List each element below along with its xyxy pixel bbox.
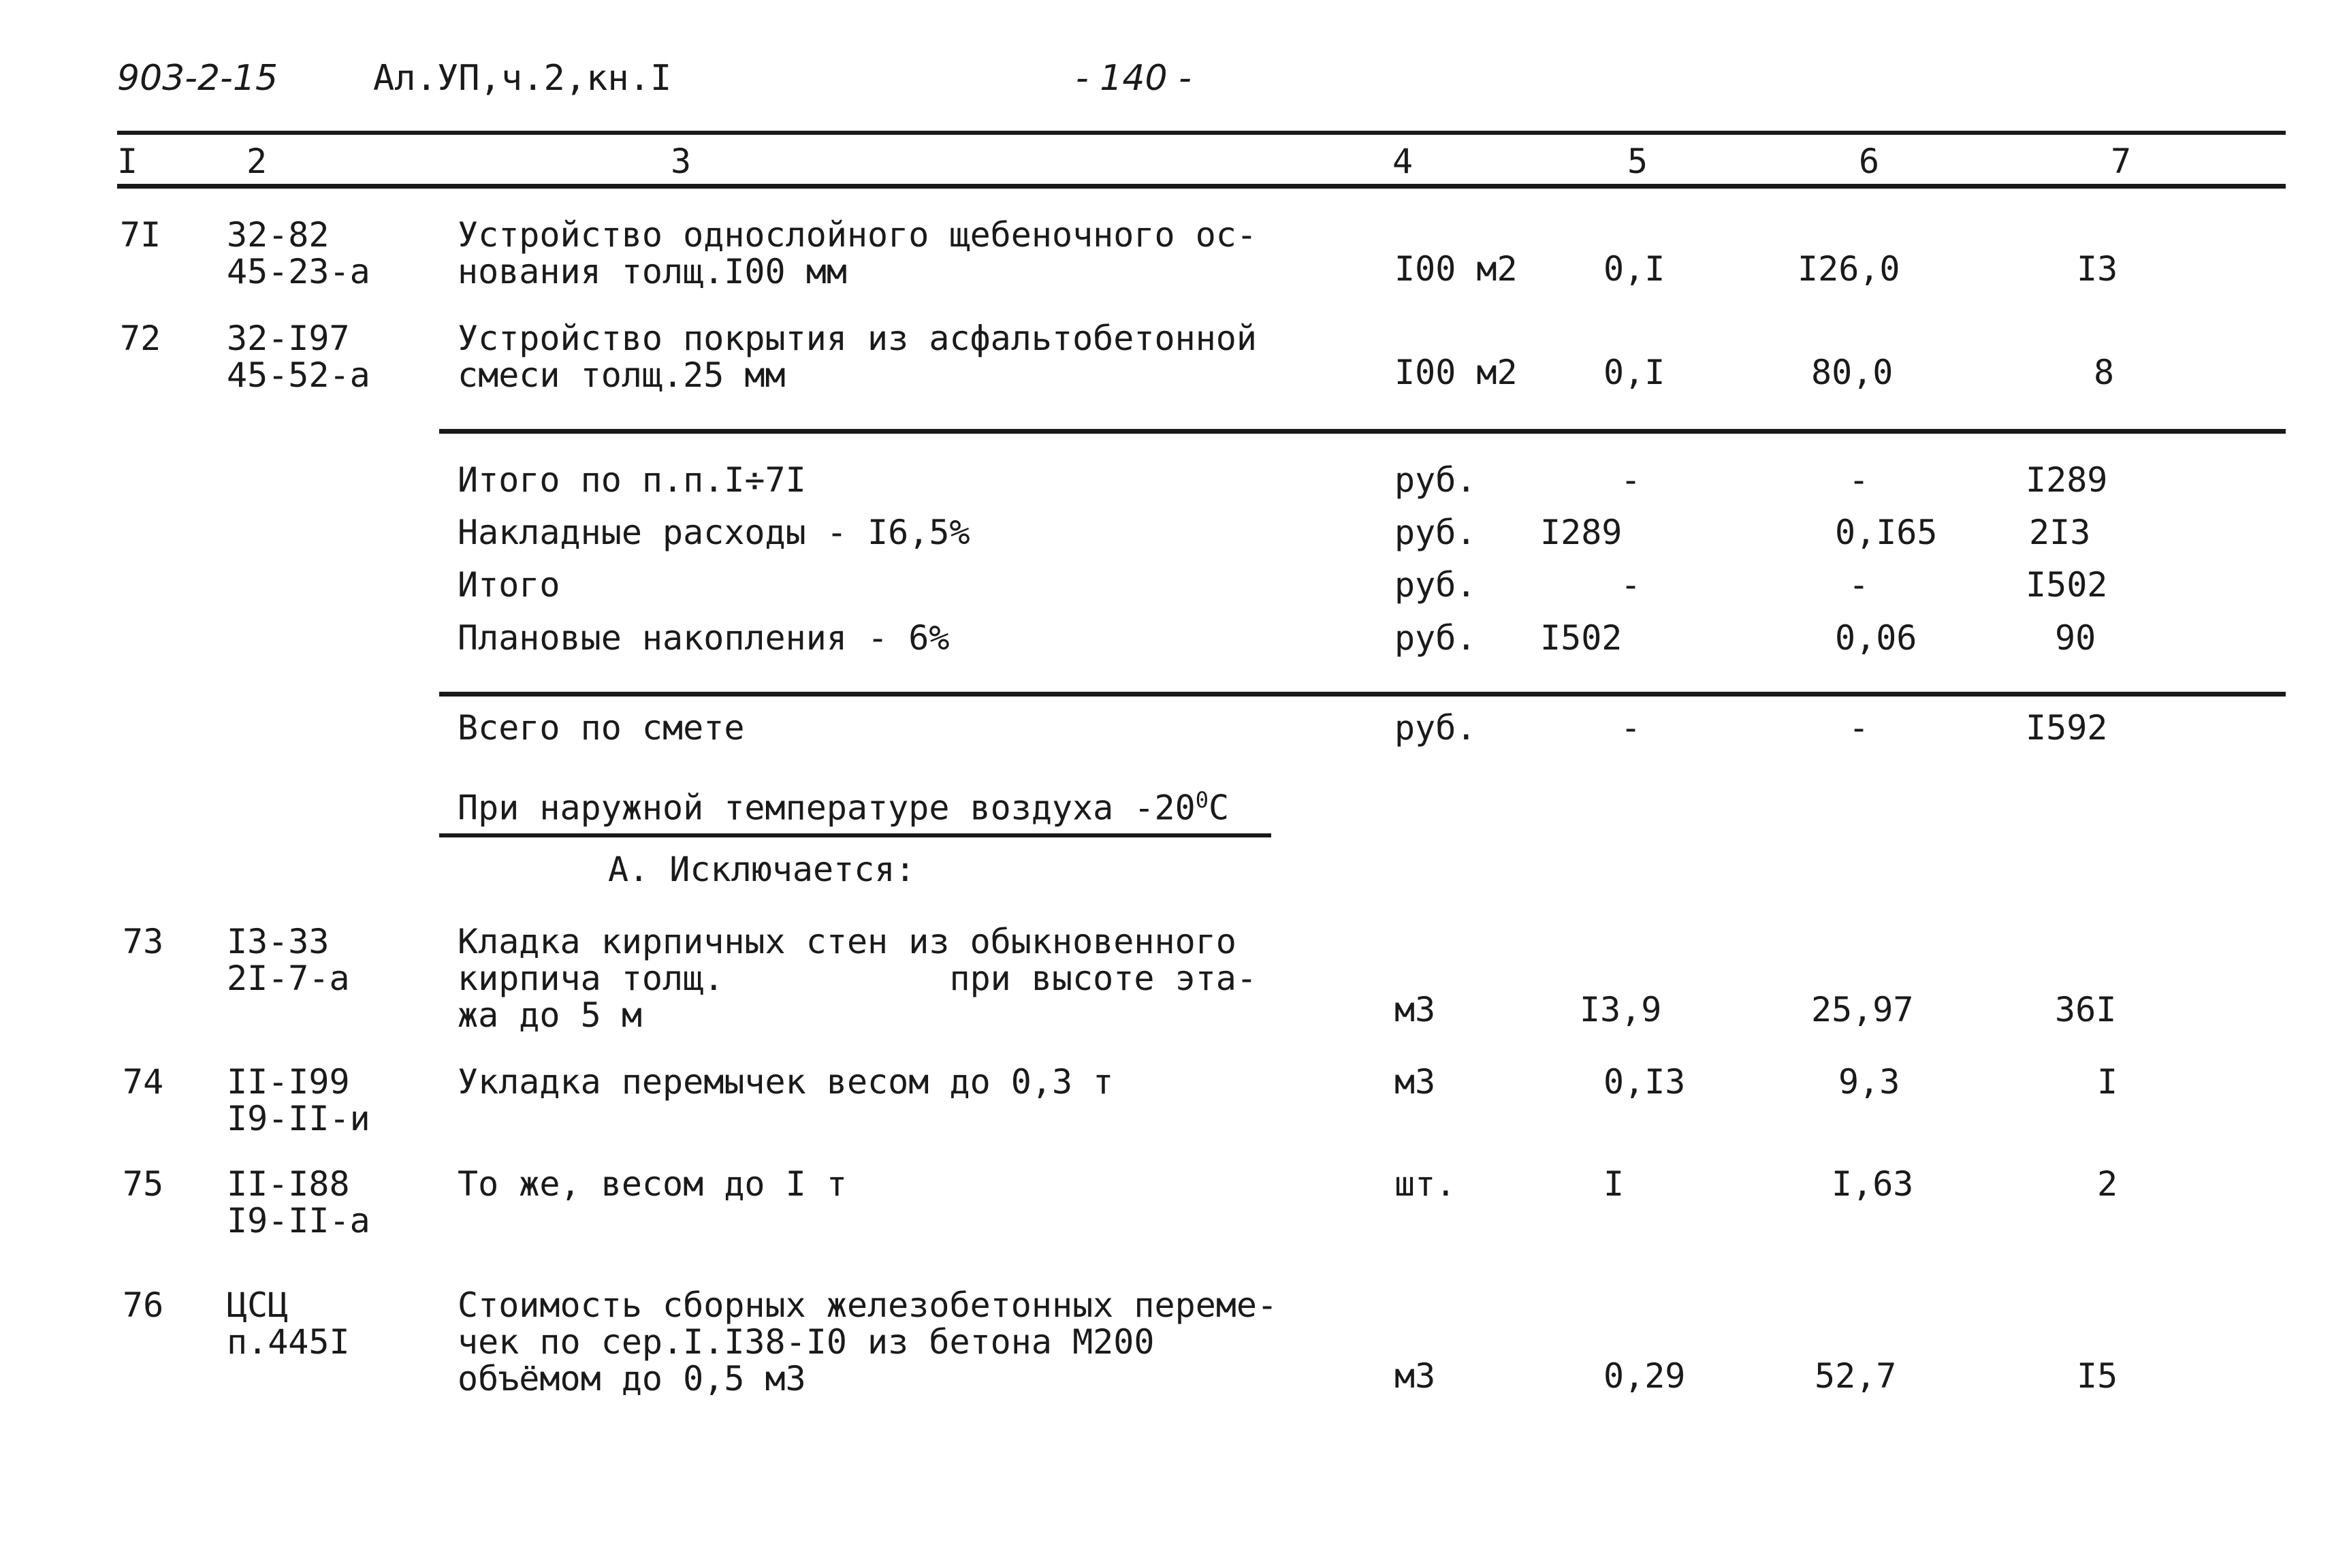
row-total: I	[2097, 1062, 2118, 1102]
section-title: При наружной температуре воздуха $-20^0С$	[458, 787, 1230, 828]
row-quantity: 0,I	[1603, 353, 1665, 392]
row-quantity: 0,29	[1603, 1356, 1686, 1396]
row-unit: I00 м2	[1394, 353, 1518, 392]
section-subtitle: А. Исключается:	[608, 850, 916, 889]
col-header-5: 5	[1627, 142, 1648, 181]
totals-base: -	[1620, 565, 1642, 605]
grand-total-label: Всего по смете	[458, 708, 745, 748]
row-number: 76	[123, 1285, 164, 1325]
row-description-line: Стоимость сборных железобетонных переме-	[458, 1285, 1278, 1325]
row-code-secondary: I9-II-а	[227, 1201, 370, 1241]
totals-total: I289	[2026, 460, 2108, 500]
row-quantity: I3,9	[1580, 990, 1662, 1029]
row-unit-price: I,63	[1832, 1164, 1914, 1204]
row-unit-price: 80,0	[1811, 353, 1894, 392]
row-number: 73	[123, 922, 164, 961]
row-unit-price: 52,7	[1815, 1356, 1897, 1396]
totals-base: -	[1620, 460, 1642, 500]
row-total: I5	[2077, 1356, 2118, 1396]
row-unit: м3	[1394, 1356, 1436, 1396]
section-title-underline	[439, 833, 1271, 837]
row-description-line: объёмом до 0,5 м3	[458, 1359, 806, 1398]
col-header-6: 6	[1859, 142, 1880, 181]
totals-unit: руб.	[1394, 618, 1477, 658]
row-code-primary: ЦСЦ	[227, 1285, 289, 1325]
row-code-secondary: 2I-7-а	[227, 959, 350, 998]
grand-total-rate: -	[1849, 708, 1870, 748]
row-code-primary: 32-I97	[227, 319, 350, 358]
header-bottom-rule	[117, 184, 2286, 189]
row-code-secondary: I9-II-и	[227, 1099, 370, 1138]
totals-label: Плановые накопления - 6%	[458, 618, 950, 658]
row-description-line: То же, весом до I т	[458, 1164, 847, 1204]
row-code-primary: II-I99	[227, 1062, 350, 1102]
row-number: 72	[120, 319, 161, 358]
doc-code: 903-2-15	[117, 58, 278, 99]
totals-total: 90	[2055, 618, 2096, 658]
row-number: 74	[123, 1062, 164, 1102]
totals-rate: 0,I65	[1835, 513, 1938, 552]
col-header-7: 7	[2111, 142, 2132, 181]
totals-total: I502	[2026, 565, 2108, 605]
totals-label: Итого	[458, 565, 560, 605]
header-top-rule	[117, 131, 2286, 135]
totals-top-rule	[439, 429, 2286, 434]
totals-unit: руб.	[1394, 460, 1477, 500]
page-number: - 140 -	[1076, 58, 1192, 99]
totals-rate: 0,06	[1835, 618, 1917, 658]
col-header-2: 2	[246, 142, 268, 181]
grand-total-rule	[439, 692, 2286, 697]
row-number: 7I	[120, 215, 161, 255]
totals-base: I289	[1540, 513, 1623, 552]
row-code-primary: II-I88	[227, 1164, 350, 1204]
grand-total-value: I592	[2026, 708, 2108, 748]
totals-rate: -	[1849, 460, 1870, 500]
row-code-primary: 32-82	[227, 215, 330, 255]
totals-unit: руб.	[1394, 513, 1477, 552]
row-unit-price: 9,3	[1838, 1062, 1900, 1102]
row-total: 36I	[2055, 990, 2117, 1029]
totals-base: I502	[1540, 618, 1623, 658]
totals-label: Накладные расходы - I6,5%	[458, 513, 970, 552]
row-total: 2	[2097, 1164, 2118, 1204]
row-total: I3	[2077, 249, 2118, 289]
row-description-line: нования толщ.I00 мм	[458, 252, 847, 291]
row-quantity: 0,I	[1603, 249, 1665, 289]
row-description-line: Укладка перемычек весом до 0,3 т	[458, 1062, 1114, 1102]
row-description-line: кирпича толщ. при высоте эта-	[458, 959, 1257, 998]
album-ref: Ал.УП,ч.2,кн.I	[373, 58, 672, 99]
grand-total-base: -	[1620, 708, 1642, 748]
row-unit: м3	[1394, 1062, 1436, 1102]
grand-total-unit: руб.	[1394, 708, 1477, 748]
row-unit: шт.	[1394, 1164, 1456, 1204]
row-code-secondary: 45-23-а	[227, 252, 370, 291]
row-description-line: Устройство покрытия из асфальтобетонной	[458, 319, 1257, 358]
col-header-4: 4	[1392, 142, 1413, 181]
row-code-secondary: п.445I	[227, 1322, 350, 1362]
row-description-line: смеси толщ.25 мм	[458, 355, 786, 395]
row-description-line: Устройство однослойного щебеночного ос-	[458, 215, 1257, 255]
col-header-1: I	[117, 142, 138, 181]
row-unit-price: I26,0	[1798, 249, 1900, 289]
row-quantity: 0,I3	[1603, 1062, 1686, 1102]
row-number: 75	[123, 1164, 164, 1204]
row-unit-price: 25,97	[1811, 990, 1914, 1029]
row-description-line: Кладка кирпичных стен из обыкновенного	[458, 922, 1236, 961]
row-code-primary: I3-33	[227, 922, 330, 961]
row-description-line: чек по сер.I.I38-I0 из бетона М200	[458, 1322, 1155, 1362]
row-unit: I00 м2	[1394, 249, 1518, 289]
row-quantity: I	[1603, 1164, 1625, 1204]
totals-unit: руб.	[1394, 565, 1477, 605]
totals-label: Итого по п.п.I÷7I	[458, 460, 806, 500]
row-description-line: жа до 5 м	[458, 995, 642, 1035]
col-header-3: 3	[671, 142, 692, 181]
row-code-secondary: 45-52-а	[227, 355, 370, 395]
totals-rate: -	[1849, 565, 1870, 605]
row-total: 8	[2094, 353, 2115, 392]
totals-total: 2I3	[2029, 513, 2091, 552]
row-unit: м3	[1394, 990, 1436, 1029]
